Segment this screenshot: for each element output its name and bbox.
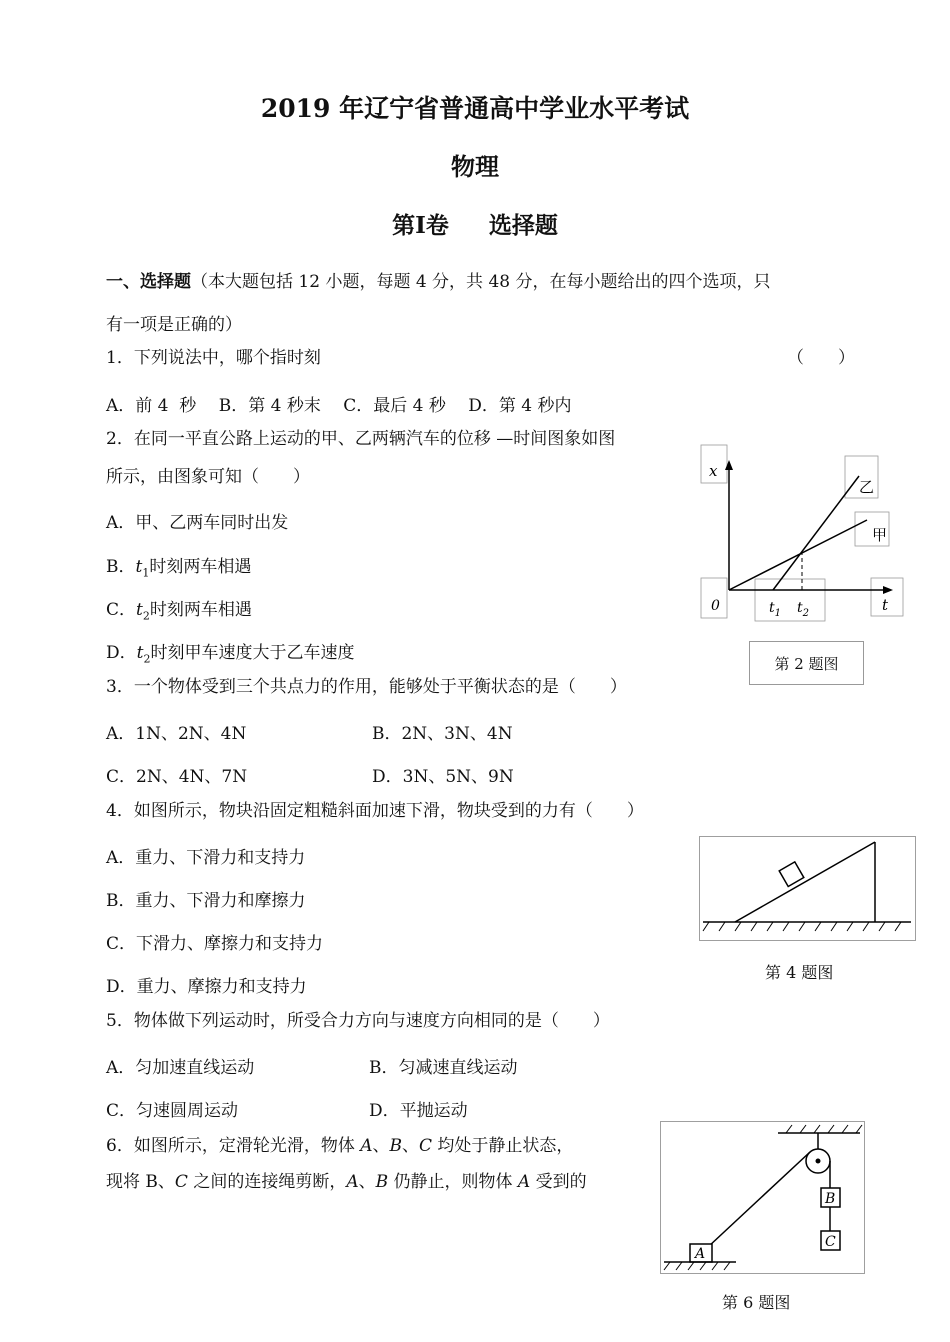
q2-option-c-sub: 2 xyxy=(142,609,150,623)
q4-incline xyxy=(735,842,875,922)
q5-option-a: A．匀加速直线运动 xyxy=(106,1058,255,1078)
q6-block-a-label: A xyxy=(695,1246,706,1262)
q6-l2-pre: 现将 B、 xyxy=(106,1172,175,1192)
q6-l1-c: C xyxy=(419,1136,433,1156)
q2-stem-1: 2．在同一平直公路上运动的甲、乙两辆汽车的位移 —时间图象如图 xyxy=(106,429,616,449)
q4-option-a: A．重力、下滑力和支持力 xyxy=(106,848,306,868)
q6-ceiling-hatching xyxy=(786,1125,862,1133)
q2-t1-label: $t_1$ xyxy=(769,600,782,619)
q3-stem: 3．一个物体受到三个共点力的作用，能够处于平衡状态的是（ ） xyxy=(106,677,627,697)
q4-ground-hatching xyxy=(703,922,901,931)
q6-block-c-label: C xyxy=(825,1234,836,1250)
q6-l2-a: A xyxy=(346,1172,359,1192)
q6-caption: 第 6 题图 xyxy=(722,1293,791,1312)
q6-l1-post: 均处于静止状态， xyxy=(432,1136,574,1156)
section-instruction-1: （本大题包括 12 小题，每题 4 分，共 48 分，在每小题给出的四个选项，只 xyxy=(191,272,771,292)
q6-l2-mid2: 仍静止，则物体 xyxy=(388,1172,518,1192)
q6-rope-a xyxy=(708,1152,810,1247)
volume-title xyxy=(0,211,950,241)
q6-pulley-axle xyxy=(816,1159,821,1164)
q2-origin-label: 0 xyxy=(711,598,720,614)
q2-jia-label: 甲 xyxy=(872,526,888,544)
q2-t-labels-box xyxy=(755,579,825,621)
q2-option-d-text: 时刻甲车速度大于乙车速度 xyxy=(150,643,355,663)
q2-option-b-var: t xyxy=(135,557,143,577)
q6-l2-mid: 之间的连接绳剪断， xyxy=(187,1172,347,1192)
q2-option-b xyxy=(106,556,251,584)
q2-x-axis-arrow xyxy=(725,460,733,470)
q2-option-d xyxy=(106,642,354,670)
q6-block-b-label: B xyxy=(825,1191,836,1207)
q2-option-c xyxy=(106,599,252,627)
q2-line-yi xyxy=(773,476,859,590)
q1-stem: 1．下列说法中，哪个指时刻 xyxy=(106,348,321,368)
q2-option-d-sub: 2 xyxy=(143,652,151,666)
volume-name: 选择题 xyxy=(488,212,558,239)
q5-option-d: D．平抛运动 xyxy=(369,1101,468,1121)
q6-l1-a: A xyxy=(360,1136,373,1156)
section-instruction-2: 有一项是正确的） xyxy=(106,315,242,335)
q2-caption: 第 2 题图 xyxy=(774,655,839,673)
q2-stem-2: 所示，由图象可知（ ） xyxy=(106,467,310,487)
q3-option-b: B．2N、3N、4N xyxy=(372,724,513,744)
q4-option-c: C．下滑力、摩擦力和支持力 xyxy=(106,934,324,954)
subject-title: 物理 xyxy=(451,152,499,181)
q2-t-label: t xyxy=(882,596,889,614)
q6-l1-pre: 6．如图所示，定滑轮光滑，物体 xyxy=(106,1136,361,1156)
q5-option-c: C．匀速圆周运动 xyxy=(106,1101,239,1121)
page-title: 2019 年辽宁省普通高中学业水平考试 xyxy=(260,94,690,123)
q2-option-c-var: t xyxy=(136,600,143,620)
q3-option-d: D．3N、5N、9N xyxy=(372,767,514,787)
section-label: 一、选择题 xyxy=(106,272,191,292)
q2-option-a: A．甲、乙两车同时出发 xyxy=(106,513,289,533)
q2-t-axis-arrow xyxy=(883,586,893,594)
q4-option-d: D．重力、摩擦力和支持力 xyxy=(106,977,307,997)
q6-stem-2 xyxy=(106,1171,587,1193)
q6-l1-b: B xyxy=(389,1136,403,1156)
q1-blank: （ ） xyxy=(787,348,855,368)
q4-stem: 4．如图所示，物块沿固定粗糙斜面加速下滑，物块受到的力有（ ） xyxy=(106,801,644,821)
q4-figure xyxy=(699,836,917,942)
q2-line-jia xyxy=(729,520,867,590)
q6-floor-hatching xyxy=(664,1262,730,1270)
q2-option-c-text: 时刻两车相遇 xyxy=(149,600,252,620)
q2-option-d-var: t xyxy=(136,643,144,663)
q5-stem: 5．物体做下列运动时，所受合力方向与速度方向相同的是（ ） xyxy=(106,1011,610,1031)
q2-option-d-prefix: D． xyxy=(106,643,137,663)
q3-option-a: A．1N、2N、4N xyxy=(106,724,247,744)
q4-block xyxy=(779,862,804,887)
q6-l2-post: 受到的 xyxy=(530,1172,587,1192)
q1-options: A．前 4 秒 B．第 4 秒末 C．最后 4 秒 D．第 4 秒内 xyxy=(106,396,572,416)
q6-l2-sep: 、 xyxy=(358,1172,376,1192)
q4-option-b: B．重力、下滑力和摩擦力 xyxy=(106,891,306,911)
section-heading xyxy=(106,271,771,293)
q6-l2-c: C xyxy=(174,1172,188,1192)
q6-l2-a2: A xyxy=(517,1172,531,1192)
q6-l1-sep2: 、 xyxy=(402,1136,420,1156)
q6-l2-b: B xyxy=(375,1172,389,1192)
volume-label: 第Ⅰ卷 xyxy=(392,212,449,239)
q6-l1-sep1: 、 xyxy=(372,1136,390,1156)
q2-yi-label: 乙 xyxy=(859,478,875,496)
q4-caption: 第 4 题图 xyxy=(765,963,834,982)
q2-option-c-prefix: C． xyxy=(106,600,137,620)
q3-option-c: C．2N、4N、7N xyxy=(106,767,248,787)
q2-x-label: x xyxy=(709,462,718,480)
q6-stem-1 xyxy=(106,1135,573,1157)
q2-option-b-sub: 1 xyxy=(142,566,150,580)
q5-option-b: B．匀减速直线运动 xyxy=(369,1058,518,1078)
q2-t2-label: $t_2$ xyxy=(797,600,810,619)
q6-figure xyxy=(660,1121,866,1275)
q2-option-b-prefix: B． xyxy=(106,557,136,577)
q2-option-b-text: 时刻两车相遇 xyxy=(149,557,252,577)
q2-caption-box xyxy=(749,641,864,685)
